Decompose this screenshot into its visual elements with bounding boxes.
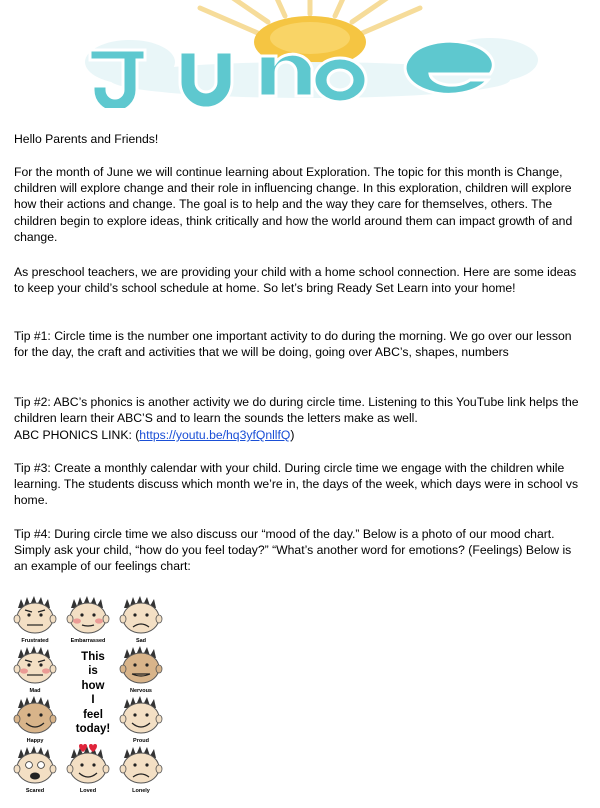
face-frustrated-icon — [12, 594, 58, 638]
link-suffix: ) — [290, 428, 295, 442]
tip-1: Tip #1: Circle time is the number one important activity to do during the morning. We go over our lesson for the day, the craft and activities that we will be doing, going over ABC’s, shapes, numbers — [14, 329, 572, 360]
center-text-line: This — [81, 651, 105, 663]
tip-2: Tip #2: ABC’s phonics is another activity we do during circle time. Listening to this YouTube link helps the children learn their ABC’S and to learn the sounds the letters make as well. — [14, 395, 579, 426]
face-nervous-icon — [118, 644, 164, 688]
face-label: Loved — [79, 788, 97, 794]
paragraph-exploration: For the month of June we will continue learning about Exploration. The topic for this month is Change, children will explore change and their role in influencing change. In this exploration, children will explore how their actions and change. The goal is to help and the way they care for themselves, others. The children begin to explore ideas, think critically and how the world around them can impact growth of and change. — [14, 165, 573, 244]
face-happy-icon — [12, 694, 58, 738]
feelings-center-text — [70, 650, 116, 736]
feelings-chart — [12, 594, 172, 794]
face-scared-icon — [12, 744, 58, 788]
center-text-line: how — [81, 679, 105, 692]
face-embarrassed-icon — [65, 594, 111, 638]
center-text-line: today! — [75, 723, 111, 736]
center-text-line: is — [88, 665, 98, 678]
greeting: Hello Parents and Friends! — [14, 132, 159, 146]
youtube-link[interactable]: https://youtu.be/hq3yfQnllfQ — [139, 428, 291, 442]
face-mad-icon — [12, 644, 58, 688]
face-sad-icon — [118, 594, 164, 638]
face-proud-icon — [118, 694, 164, 738]
tip-3: Tip #3: Create a monthly calendar with your child. During circle time we engage with the children while learning. The students discuss which month we’re in, the days of the week, which days were in school vs home. — [14, 461, 579, 508]
face-label: Lonely — [132, 788, 150, 794]
tip-2-link-line — [14, 427, 586, 443]
face-label: Frustrated — [21, 638, 49, 644]
center-text-line: I — [91, 694, 95, 707]
face-label: Proud — [133, 738, 149, 744]
face-lonely-icon — [118, 744, 164, 788]
face-label: Scared — [25, 788, 45, 794]
face-label: Happy — [26, 738, 44, 744]
banner-title: June — [308, 92, 312, 93]
center-text-line: feel — [83, 708, 103, 721]
face-label: Embarrassed — [70, 638, 106, 644]
link-prefix: ABC PHONICS LINK: ( — [14, 428, 140, 442]
tip-4: Tip #4: During circle time we also discuss our “mood of the day.” Below is a photo of our mood chart. Simply ask your child, “how do you feel today?” “What’s another word for emotions? (Feelings) Below is an example of our feelings chart: — [14, 527, 572, 574]
face-label: Sad — [135, 638, 147, 644]
june-banner — [60, 0, 560, 108]
face-label: Nervous — [129, 688, 152, 694]
face-loved-icon — [65, 744, 111, 788]
face-label: Mad — [29, 688, 41, 694]
paragraph-home-school: As preschool teachers, we are providing your child with a home school connection. Here are some ideas to keep your child’s school schedule at home. So let’s bring Ready Set Learn into your home! — [14, 265, 577, 296]
